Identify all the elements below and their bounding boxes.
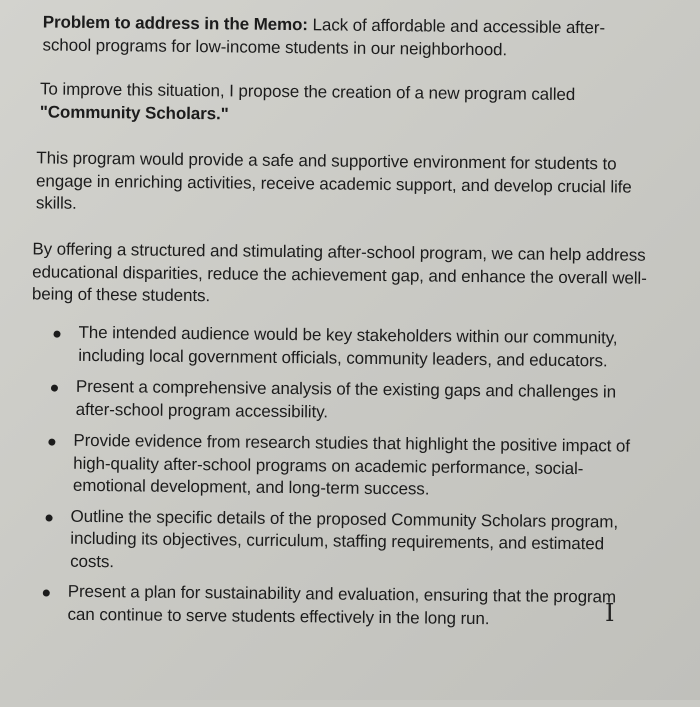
problem-paragraph — [42, 11, 652, 62]
benefits-paragraph: By offering a structured and stimulating after-school program, we can help address educational disparities, reduce the achievement gap, and enhance the overall well-being of these students. — [31, 239, 647, 306]
text-cursor-icon: I — [605, 599, 615, 627]
bullet-icon — [43, 589, 50, 596]
list-item-text: Present a plan for sustainability and evaluation, ensuring that the program can continue to serve students effectively in the long run. — [67, 581, 617, 628]
list-item-text: The intended audience would be key stakeholders within our community, including local government officials, community leaders, and educators. — [78, 322, 618, 370]
bullet-icon — [51, 385, 58, 392]
list-item — [38, 505, 645, 579]
proposal-text: To improve this situation, I propose the creation of a new program called — [39, 79, 576, 105]
problem-text: Lack of affordable and accessible after-school programs for low-income students in our neighborhood. — [42, 15, 606, 59]
proposal-paragraph — [40, 78, 650, 129]
list-item-text: Present a comprehensive analysis of the existing gaps and challenges in after-school program accessibility. — [75, 376, 617, 421]
list-item — [44, 375, 646, 426]
list-item-text: Provide evidence from research studies that highlight the positive impact of high-quality after-school programs on academic performance, social-emotional development, and long-term success. — [72, 430, 630, 499]
problem-label: Problem to address in the Memo: — [42, 12, 309, 35]
list-item — [41, 429, 646, 503]
description-paragraph: This program would provide a safe and supportive environment for students to engage in enriching activities, receive academic support, and develop crucial life skills. — [35, 148, 632, 213]
bullet-icon — [46, 514, 53, 521]
bullet-list — [43, 322, 646, 632]
bullet-icon — [53, 331, 60, 338]
program-name: "Community Scholars." — [39, 101, 229, 123]
bullet-icon — [48, 439, 55, 446]
list-item-text: Outline the specific details of the proposed Community Scholars program, including its objectives, curriculum, staffing requirements, and estimated costs. — [70, 506, 619, 571]
list-item — [35, 580, 643, 631]
list-item — [46, 322, 646, 373]
